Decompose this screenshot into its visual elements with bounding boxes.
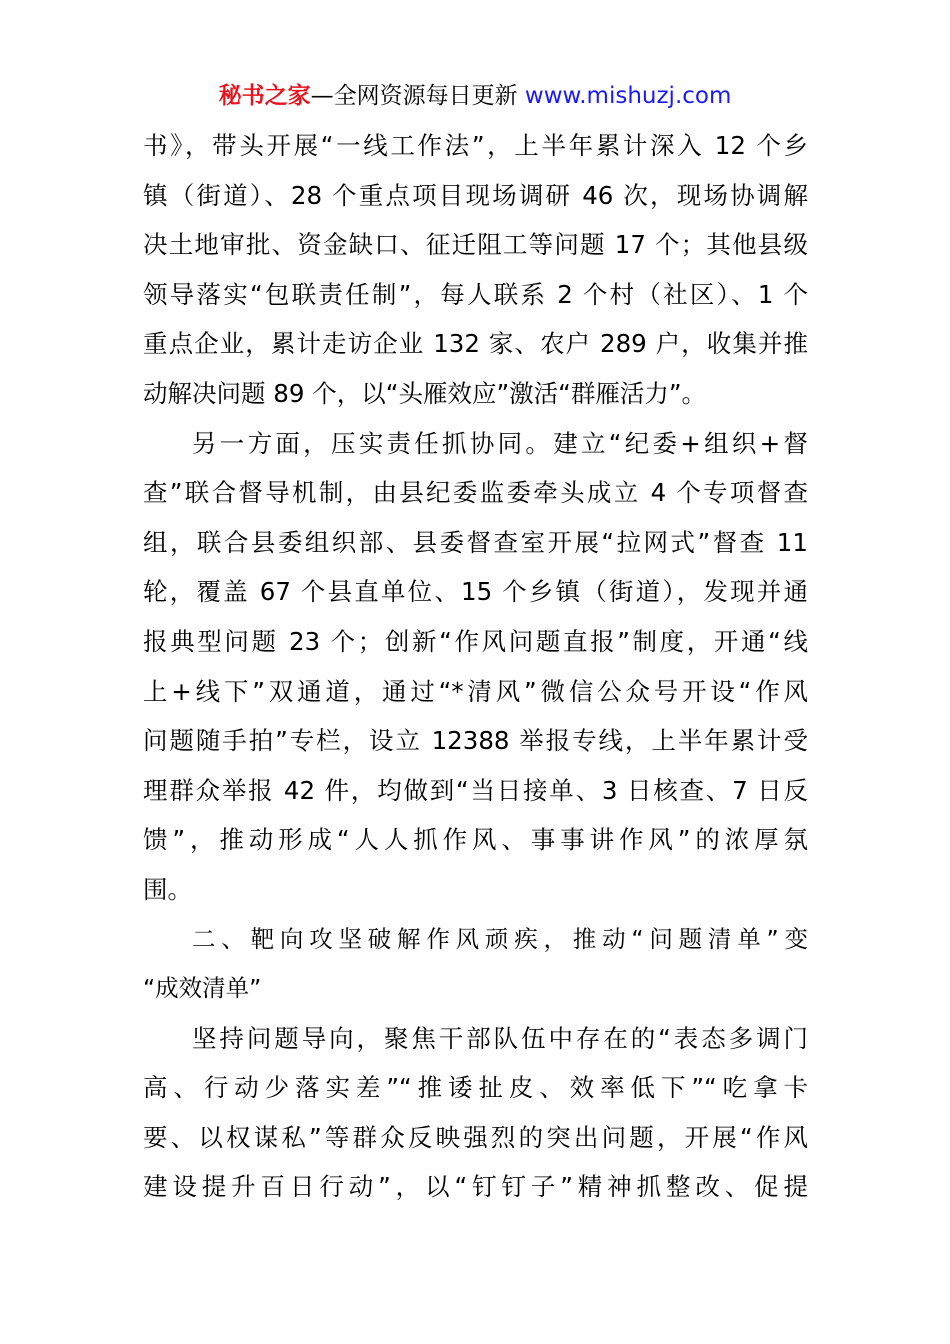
site-link[interactable]: www.mishuzj.com xyxy=(524,83,732,109)
text-line: 高、行动少落实差”“推诿扯皮、效率低下”“吃拿卡 xyxy=(143,1073,808,1103)
document-body xyxy=(143,121,808,1212)
text-line: 理群众举报 42 件，均做到“当日接单、3 日核查、7 日反 xyxy=(143,775,808,805)
text-line: 决土地审批、资金缺口、征迁阻工等问题 17 个；其他县级 xyxy=(143,230,808,260)
text-line: 书》，带头开展“一线工作法”，上半年累计深入 12 个乡 xyxy=(143,131,808,160)
section-heading xyxy=(143,915,808,1014)
text-line: 领导落实“包联责任制”，每人联系 2 个村（社区）、1 个 xyxy=(143,279,808,309)
text-line: 上+线下”双通道，通过“*清风”微信公众号开设“作风 xyxy=(143,676,808,706)
text-line: 镇（街道）、28 个重点项目现场调研 46 次，现场协调解 xyxy=(143,180,808,210)
text-line: 组，联合县委组织部、县委督查室开展“拉网式”督查 11 xyxy=(143,527,808,557)
text-line: 动解决问题 89 个，以“头雁效应”激活“群雁活力”。 xyxy=(143,378,707,408)
page-header xyxy=(0,80,950,112)
text-line: 轮，覆盖 67 个县直单位、15 个乡镇（街道），发现并通 xyxy=(143,577,808,607)
brand-name: 秘书之家 xyxy=(218,83,311,109)
text-line: 查”联合督导机制，由县纪委监委牵头成立 4 个专项督查 xyxy=(143,478,808,508)
text-line: 围。 xyxy=(143,874,192,904)
heading-line: 二、靶向攻坚破解作风顽疾，推动“问题清单”变 xyxy=(192,924,808,953)
text-line: 坚持问题导向，聚焦干部队伍中存在的“表态多调门 xyxy=(192,1023,808,1053)
paragraph-2 xyxy=(143,419,808,915)
text-line: 另一方面，压实责任抓协同。建立“纪委+组织+督 xyxy=(192,428,808,458)
text-line: 重点企业，累计走访企业 132 家、农户 289 户，收集并推 xyxy=(143,329,808,359)
text-line: 建设提升百日行动”，以“钉钉子”精神抓整改、促提 xyxy=(143,1172,808,1202)
text-line: 问题随手拍”专栏，设立 12388 举报专线，上半年累计受 xyxy=(143,726,808,756)
paragraph-3 xyxy=(143,1014,808,1212)
text-line: 报典型问题 23 个；创新“作风问题直报”制度，开通“线 xyxy=(143,626,808,656)
text-line: 要、以权谋私”等群众反映强烈的突出问题，开展“作风 xyxy=(143,1122,808,1152)
paragraph-1 xyxy=(143,121,808,419)
heading-line: “成效清单” xyxy=(143,974,262,1003)
header-tagline: —全网资源每日更新 xyxy=(310,83,525,109)
text-line: 馈”，推动形成“人人抓作风、事事讲作风”的浓厚氛 xyxy=(143,825,808,855)
